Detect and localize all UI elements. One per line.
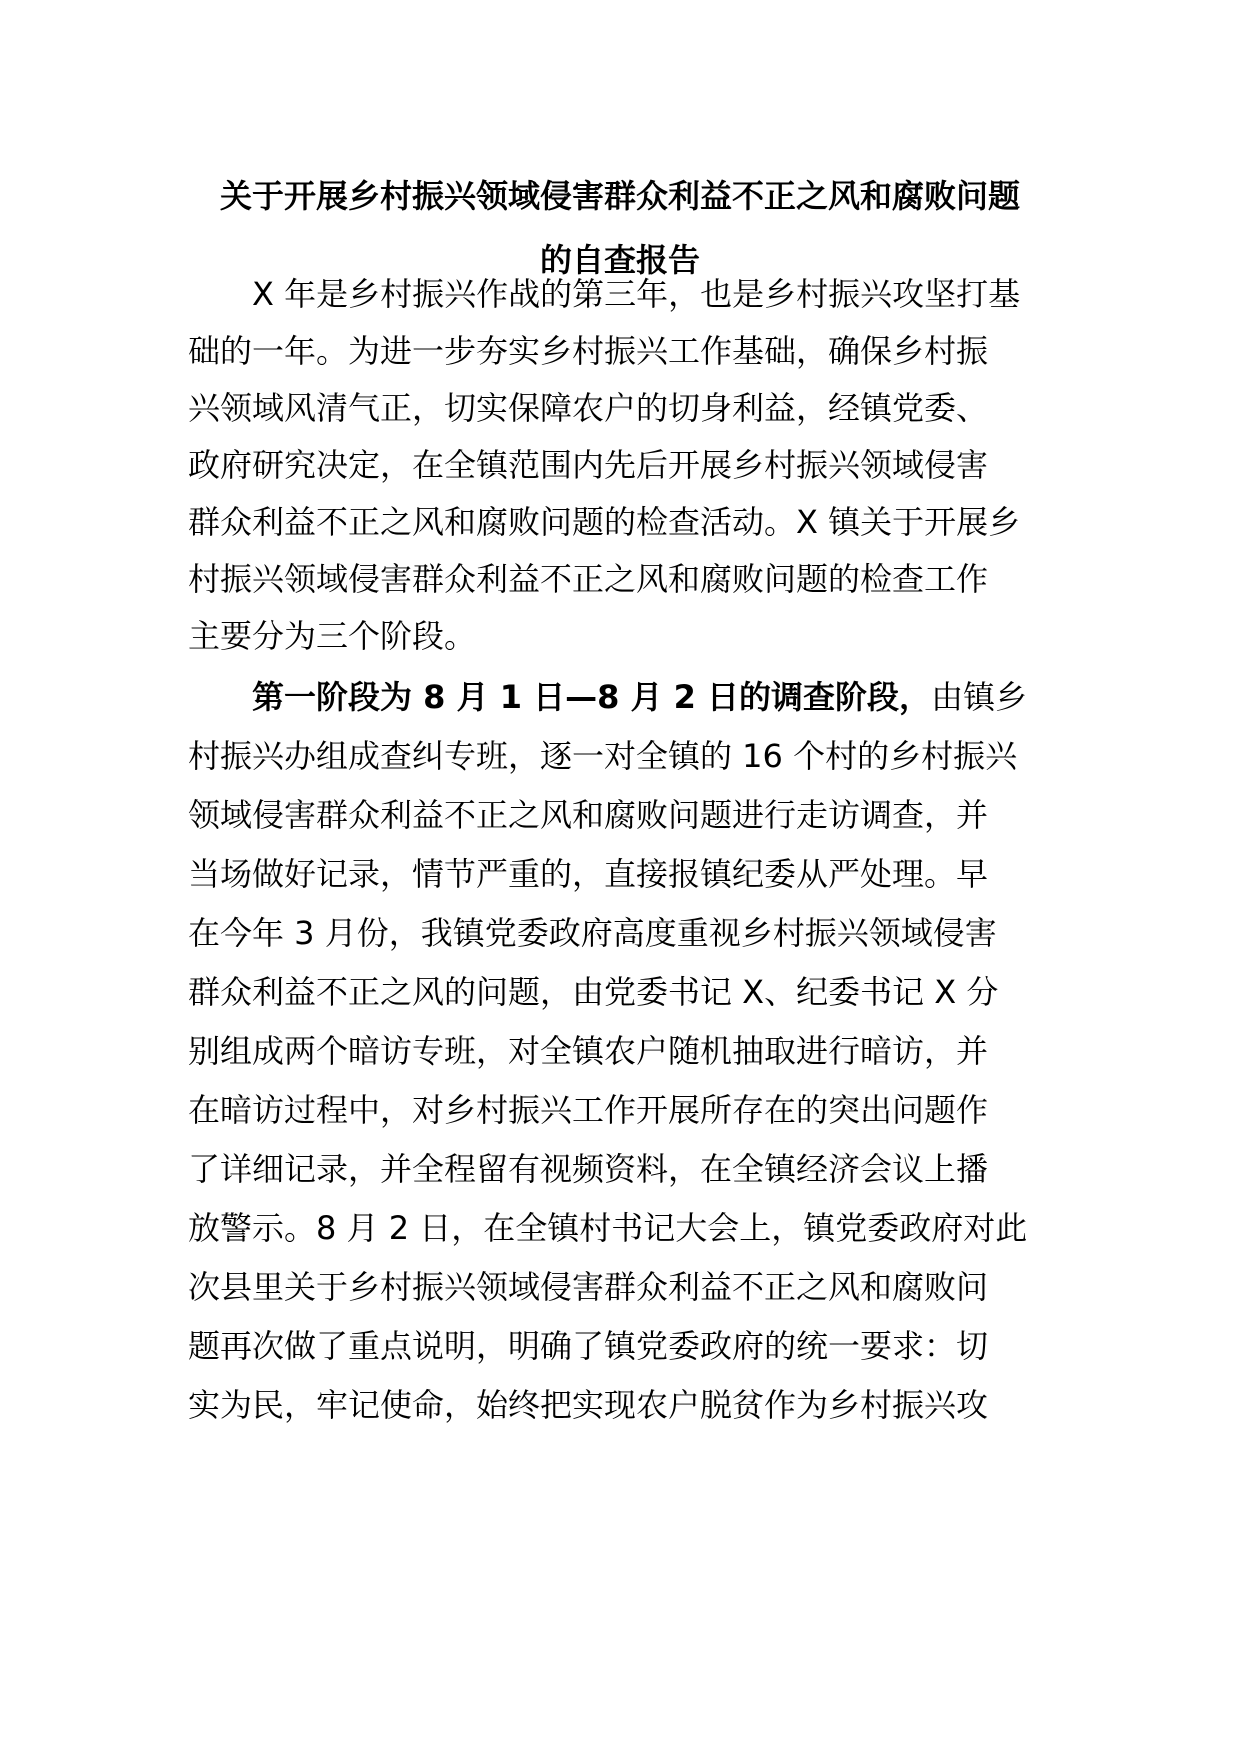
paragraph-2-line: 次县里关于乡村振兴领域侵害群众利益不正之风和腐败问 bbox=[188, 1268, 989, 1306]
paragraph-2-line: 当场做好记录，情节严重的，直接报镇纪委从严处理。早 bbox=[188, 855, 989, 893]
paragraph-2-first-line bbox=[252, 677, 1027, 717]
paragraph-2-line: 别组成两个暗访专班，对全镇农户随机抽取进行暗访，并 bbox=[188, 1032, 989, 1070]
paragraph-2-line: 题再次做了重点说明，明确了镇党委政府的统一要求：切 bbox=[188, 1327, 989, 1365]
paragraph-1-line: 政府研究决定，在全镇范围内先后开展乡村振兴领域侵害 bbox=[188, 446, 989, 484]
document-title-line-2: 的自查报告 bbox=[539, 241, 700, 279]
paragraph-2-line: 了详细记录，并全程留有视频资料，在全镇经济会议上播 bbox=[188, 1150, 989, 1188]
paragraph-2-line: 实为民，牢记使命，始终把实现农户脱贫作为乡村振兴攻 bbox=[188, 1386, 989, 1424]
paragraph-1-line: 兴领域风清气正，切实保障农户的切身利益，经镇党委、 bbox=[188, 389, 989, 427]
paragraph-2-line: 在暗访过程中，对乡村振兴工作开展所存在的突出问题作 bbox=[188, 1091, 989, 1129]
paragraph-2-line: 在今年 3 月份，我镇党委政府高度重视乡村振兴领域侵害 bbox=[188, 914, 997, 952]
paragraph-2-line: 村振兴办组成查纠专班，逐一对全镇的 16 个村的乡村振兴 bbox=[188, 737, 1018, 775]
paragraph-1-line: X 年是乡村振兴作战的第三年，也是乡村振兴攻坚打基 bbox=[252, 275, 1021, 313]
paragraph-1-line: 群众利益不正之风和腐败问题的检查活动。X 镇关于开展乡 bbox=[188, 503, 1021, 541]
document-title-line-1: 关于开展乡村振兴领域侵害群众利益不正之风和腐败问题 bbox=[219, 177, 1020, 215]
paragraph-2-line: 领域侵害群众利益不正之风和腐败问题进行走访调查，并 bbox=[188, 796, 989, 834]
phase-one-lead-text: 由镇乡 bbox=[931, 678, 1028, 716]
phase-one-heading: 第一阶段为 8 月 1 日—8 月 2 日的调查阶段， bbox=[252, 678, 932, 716]
paragraph-1-line: 主要分为三个阶段。 bbox=[188, 617, 477, 655]
paragraph-1-line: 础的一年。为进一步夯实乡村振兴工作基础，确保乡村振 bbox=[188, 332, 989, 370]
paragraph-2-line: 放警示。8 月 2 日，在全镇村书记大会上，镇党委政府对此 bbox=[188, 1209, 1028, 1247]
paragraph-2-line: 群众利益不正之风的问题，由党委书记 X、纪委书记 X 分 bbox=[188, 973, 999, 1011]
paragraph-1-line: 村振兴领域侵害群众利益不正之风和腐败问题的检查工作 bbox=[188, 560, 989, 598]
